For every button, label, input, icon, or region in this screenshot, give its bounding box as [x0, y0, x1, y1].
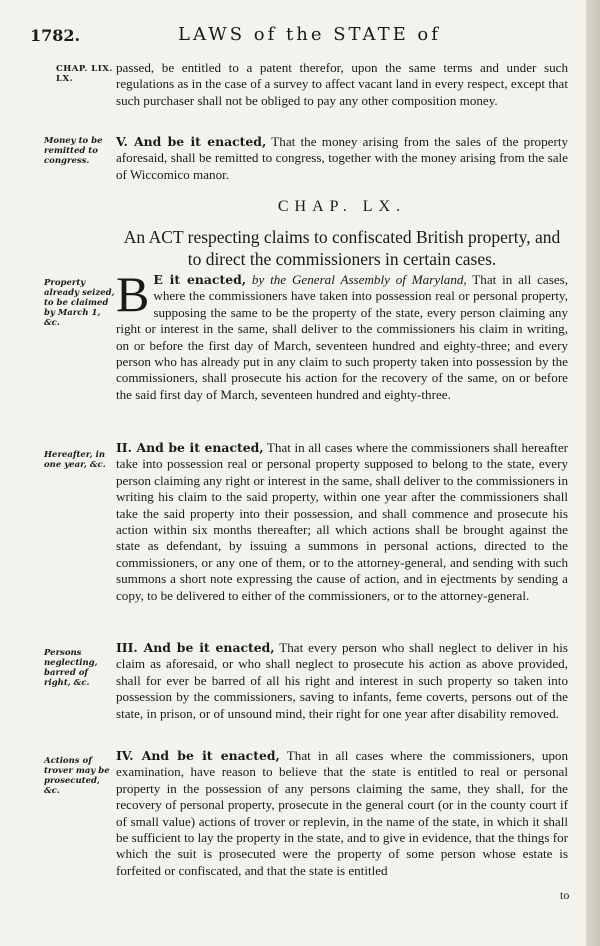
section-ii — [116, 440, 568, 638]
paragraph-continuation: passed, be entitled to a patent therefor, upon the same terms and under such regulations as in the case of a survey to affect vacant land in every respect, except that such purchaser shall not be obliged to pay any other composition money. — [116, 60, 568, 108]
margin-note-chap-ref: CHAP. LIX. LX. — [56, 64, 113, 84]
section-ii-text: That in all cases where the commissioners shall hereafter take into possession real or personal property supposed to belong to the state, every person claiming any right or interest in the same, shall deliver to the commissioners in writing his claim to the said property, within one year after the commissioners shall take the said property into their possession, and shall commence and prosecute his action within six months thereafter; all which actions shall be brought against the state as defendant, by issuing a summons in personal actions, directed to the commissioners, or any one of them, or to the attorney-general, and sending with such summons a short note expressing the cause of action, and in ejectments by sending a copy, to be delivered to either of the commissioners, or to the attorney-general. — [116, 440, 568, 603]
section-iv-lead: IV. And be it enacted, — [116, 748, 280, 763]
page-number: 1782. — [30, 26, 81, 45]
margin-note-hereafter: Hereafter, in one year, &c. — [44, 450, 106, 470]
margin-note-money: Money to be remitted to congress. — [44, 136, 103, 166]
section-iii-lead: III. And be it enacted, — [116, 640, 275, 655]
margin-note-property: Property already seized, to be claimed by March 1, &c. — [44, 278, 115, 328]
section-iii — [116, 640, 568, 740]
section-iv — [116, 748, 568, 882]
catchword: to — [560, 888, 570, 902]
section-iv-text: That in all cases where the commissioners, upon examination, have reason to believe that the state is entitled to real or personal property in the possession of any persons claiming the same, they shall, for the recovery of personal property, prosecute in the general court (or in the county court if of small value) actions of trover or replevin, in the name of the state, in which it shall be sufficient to lay the property in the state, and to give in evidence, that the things for which the suit is prosecuted were the property of some person whose estate is forfeited or confiscated, and that the state is entitled — [116, 748, 568, 878]
section-v-lead: V. And be it enacted, — [116, 134, 267, 149]
section-i-text: That in all cases, where the commissioners have taken into possession real or personal property, supposing the same to be the property of the state, every person claiming any right or interest in the same, shall deliver to the commissioners his claim in writing, on or before the first day of March, seventeen hundred and eighty-three; and every person who has already put in any claim to such property taken into possession by the commissioners, shall prosecute his action for the recovery of the same, on or before the said first day of March, seventeen hundred and eighty-three. — [116, 272, 568, 402]
chapter-heading: CHAP. LX. — [277, 198, 407, 215]
drop-cap: B — [116, 272, 150, 322]
facing-page-edge — [586, 0, 600, 946]
margin-note-persons: Persons neglecting, barred of right, &c. — [44, 648, 98, 688]
section-v-text: That the money arising from the sales of the property aforesaid, shall be remitted to congress, together with the money arising from the sale of Wiccomico manor. — [116, 134, 568, 182]
section-v — [116, 134, 568, 184]
margin-note-actions: Actions of trover may be prosecuted, &c. — [44, 756, 110, 796]
section-i-lead-italic: by the General Assembly of Maryland, — [246, 272, 467, 287]
running-head: LAWS of the STATE of — [178, 24, 441, 45]
page-header — [30, 22, 570, 48]
section-i — [116, 272, 568, 436]
section-iii-text: That every person who shall neglect to deliver in his claim as aforesaid, or who shall neglect to prosecute his action as above provided, shall for ever be barred of all his right and interest in such property so taken into possession by the commissioners, saving to infants, feme coverts, persons out of the state, in prison, or of unsound mind, their right for one year after disability removed. — [116, 640, 568, 721]
act-title: An ACT respecting claims to confiscated British property, and to direct the commissioners in certain cases. — [123, 227, 561, 269]
section-ii-lead: II. And be it enacted, — [116, 440, 264, 455]
section-i-lead: E it enacted, — [153, 272, 247, 287]
